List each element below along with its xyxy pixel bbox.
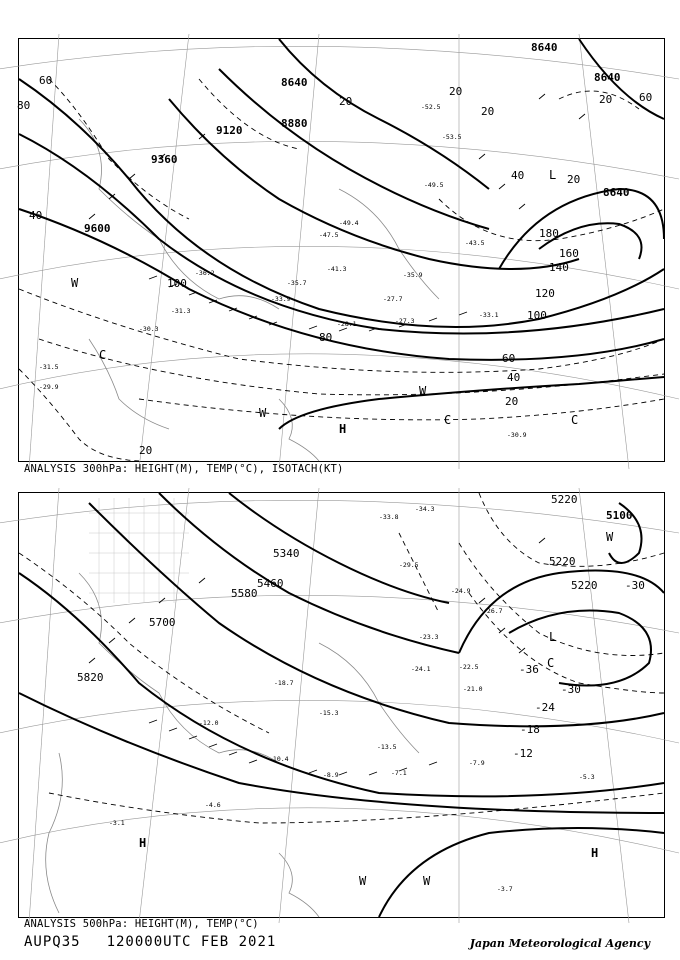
height-label: 5100 — [606, 509, 633, 522]
high-center: H — [591, 846, 599, 860]
station-label: -24.9 — [451, 587, 471, 595]
height-label: 5220 — [549, 555, 576, 568]
height-label: 9120 — [216, 124, 243, 137]
warm-center: W — [359, 874, 367, 888]
station-label: -5.3 — [579, 773, 595, 781]
temp-contour-label: -30 — [561, 683, 581, 696]
station-label: -21.0 — [463, 685, 483, 693]
product-code: AUPQ35 — [24, 934, 81, 950]
height-label: 5700 — [149, 616, 176, 629]
isotach-label: 160 — [559, 247, 579, 260]
isotach-label: 60 — [39, 74, 53, 87]
temp-label: -53.5 — [442, 133, 462, 141]
height-label: 9600 — [84, 222, 111, 235]
station-label: -23.3 — [419, 633, 439, 641]
temp-label: -30.3 — [139, 325, 159, 333]
valid-time: 120000UTC FEB 2021 — [106, 934, 277, 950]
station-label: -13.5 — [377, 743, 397, 751]
station-label: -12.0 — [199, 719, 219, 727]
isotach-label: 20 — [139, 444, 153, 457]
temp-contour-label: -12 — [513, 747, 533, 760]
station-label: -8.9 — [323, 771, 339, 779]
temp-label: -28.1 — [337, 320, 357, 328]
height-label: 8880 — [281, 117, 308, 130]
isotach-label: 20 — [505, 395, 519, 408]
height-label: 9360 — [151, 153, 178, 166]
station-label: -10.4 — [269, 755, 289, 763]
high-center: H — [339, 422, 347, 436]
station-label: -29.5 — [399, 561, 419, 569]
map-300hpa-svg — [19, 39, 664, 461]
product-header — [24, 934, 276, 950]
temp-contour-label: -30 — [625, 579, 645, 592]
isotach-label: 80 — [319, 331, 333, 344]
isotach-label: 40 — [507, 371, 521, 384]
temp-label: -27.7 — [383, 295, 403, 303]
warm-center: W — [423, 874, 431, 888]
map-500hpa-caption: ANALYSIS 500hPa: HEIGHT(M), TEMP(°C) — [24, 918, 259, 930]
high-center: H — [139, 836, 147, 850]
temp-label: -41.3 — [327, 265, 347, 273]
isotach-label: 20 — [449, 85, 463, 98]
warm-center: W — [259, 406, 267, 420]
low-center: L — [549, 168, 557, 182]
temp-label: -52.5 — [421, 103, 441, 111]
map-300hpa-panel — [18, 38, 665, 462]
warm-center: W — [419, 384, 427, 398]
cold-center: C — [571, 413, 579, 427]
station-label: -22.5 — [459, 663, 479, 671]
height-label: 5580 — [231, 587, 258, 600]
pressure-centers — [71, 168, 581, 436]
isotach-label: 60 — [639, 91, 653, 104]
temp-label: -49.5 — [424, 181, 444, 189]
height-label: 5820 — [77, 671, 104, 684]
height-label: 8640 — [594, 71, 621, 84]
station-label: -4.6 — [205, 801, 221, 809]
wind-barbs — [89, 94, 585, 331]
height-label: 8640 — [281, 76, 308, 89]
temp-label: -36.2 — [195, 269, 215, 277]
isotach-label: 100 — [527, 309, 547, 322]
cold-center: C — [444, 413, 452, 427]
isotach-label: 20 — [567, 173, 581, 186]
cold-center: C — [99, 348, 107, 362]
isotach-label: 20 — [339, 95, 353, 108]
height-label: 8640 — [603, 186, 630, 199]
temp-label: -47.5 — [319, 231, 339, 239]
isotach-label: 20 — [481, 105, 495, 118]
station-label: -34.3 — [415, 505, 435, 513]
temp-label: -35.9 — [403, 271, 423, 279]
warm-center: W — [606, 530, 614, 544]
station-label: -3.1 — [109, 819, 125, 827]
height-label: 8640 — [531, 41, 558, 54]
map-500hpa-panel — [18, 492, 665, 918]
temp-label: -33.9 — [271, 295, 291, 303]
temp-contour-label: -24 — [535, 701, 555, 714]
agency-name: Japan Meteorological Agency — [469, 937, 650, 950]
isotach-label: 40 — [29, 209, 43, 222]
temp-label: -33.1 — [479, 311, 499, 319]
station-label: -18.7 — [274, 679, 294, 687]
isotach-label: 180 — [539, 227, 559, 240]
station-label: -33.8 — [379, 513, 399, 521]
height-label: 5340 — [273, 547, 300, 560]
height-label: 5220 — [571, 579, 598, 592]
temp-contour-labels — [513, 579, 645, 760]
station-label: -7.9 — [469, 759, 485, 767]
temperature-labels — [39, 103, 527, 439]
isotach-label: 120 — [535, 287, 555, 300]
low-center: L — [549, 630, 557, 644]
temp-contour-label: -18 — [520, 723, 540, 736]
station-label: -24.1 — [411, 665, 431, 673]
isotach-label: 40 — [511, 169, 525, 182]
isotach-label: 20 — [599, 93, 613, 106]
height-label: 5220 — [551, 493, 578, 506]
isotach-label: 100 — [167, 277, 187, 290]
isotach-label: 80 — [17, 99, 31, 112]
map-500hpa-svg — [19, 493, 664, 917]
temp-label: -29.9 — [39, 383, 59, 391]
isotach-label: 60 — [502, 352, 516, 365]
isotach-label: 140 — [549, 261, 569, 274]
temp-label: -31.5 — [39, 363, 59, 371]
temp-contour-label: -36 — [519, 663, 539, 676]
temp-label: -49.4 — [339, 219, 359, 227]
temp-label: -27.3 — [395, 317, 415, 325]
station-label: -3.7 — [497, 885, 513, 893]
temp-label: -30.9 — [507, 431, 527, 439]
station-label: -7.1 — [391, 769, 407, 777]
temp-label: -43.5 — [465, 239, 485, 247]
cold-center: C — [547, 656, 555, 670]
wind-barbs — [89, 538, 545, 775]
map-300hpa-caption: ANALYSIS 300hPa: HEIGHT(M), TEMP(°C), ISOTACH(KT) — [24, 463, 344, 475]
height-label: 5460 — [257, 577, 284, 590]
station-label: -15.3 — [319, 709, 339, 717]
temp-label: -35.7 — [287, 279, 307, 287]
temp-label: -31.3 — [171, 307, 191, 315]
station-labels — [109, 505, 595, 893]
warm-center: W — [71, 276, 79, 290]
station-label: -26.7 — [483, 607, 503, 615]
